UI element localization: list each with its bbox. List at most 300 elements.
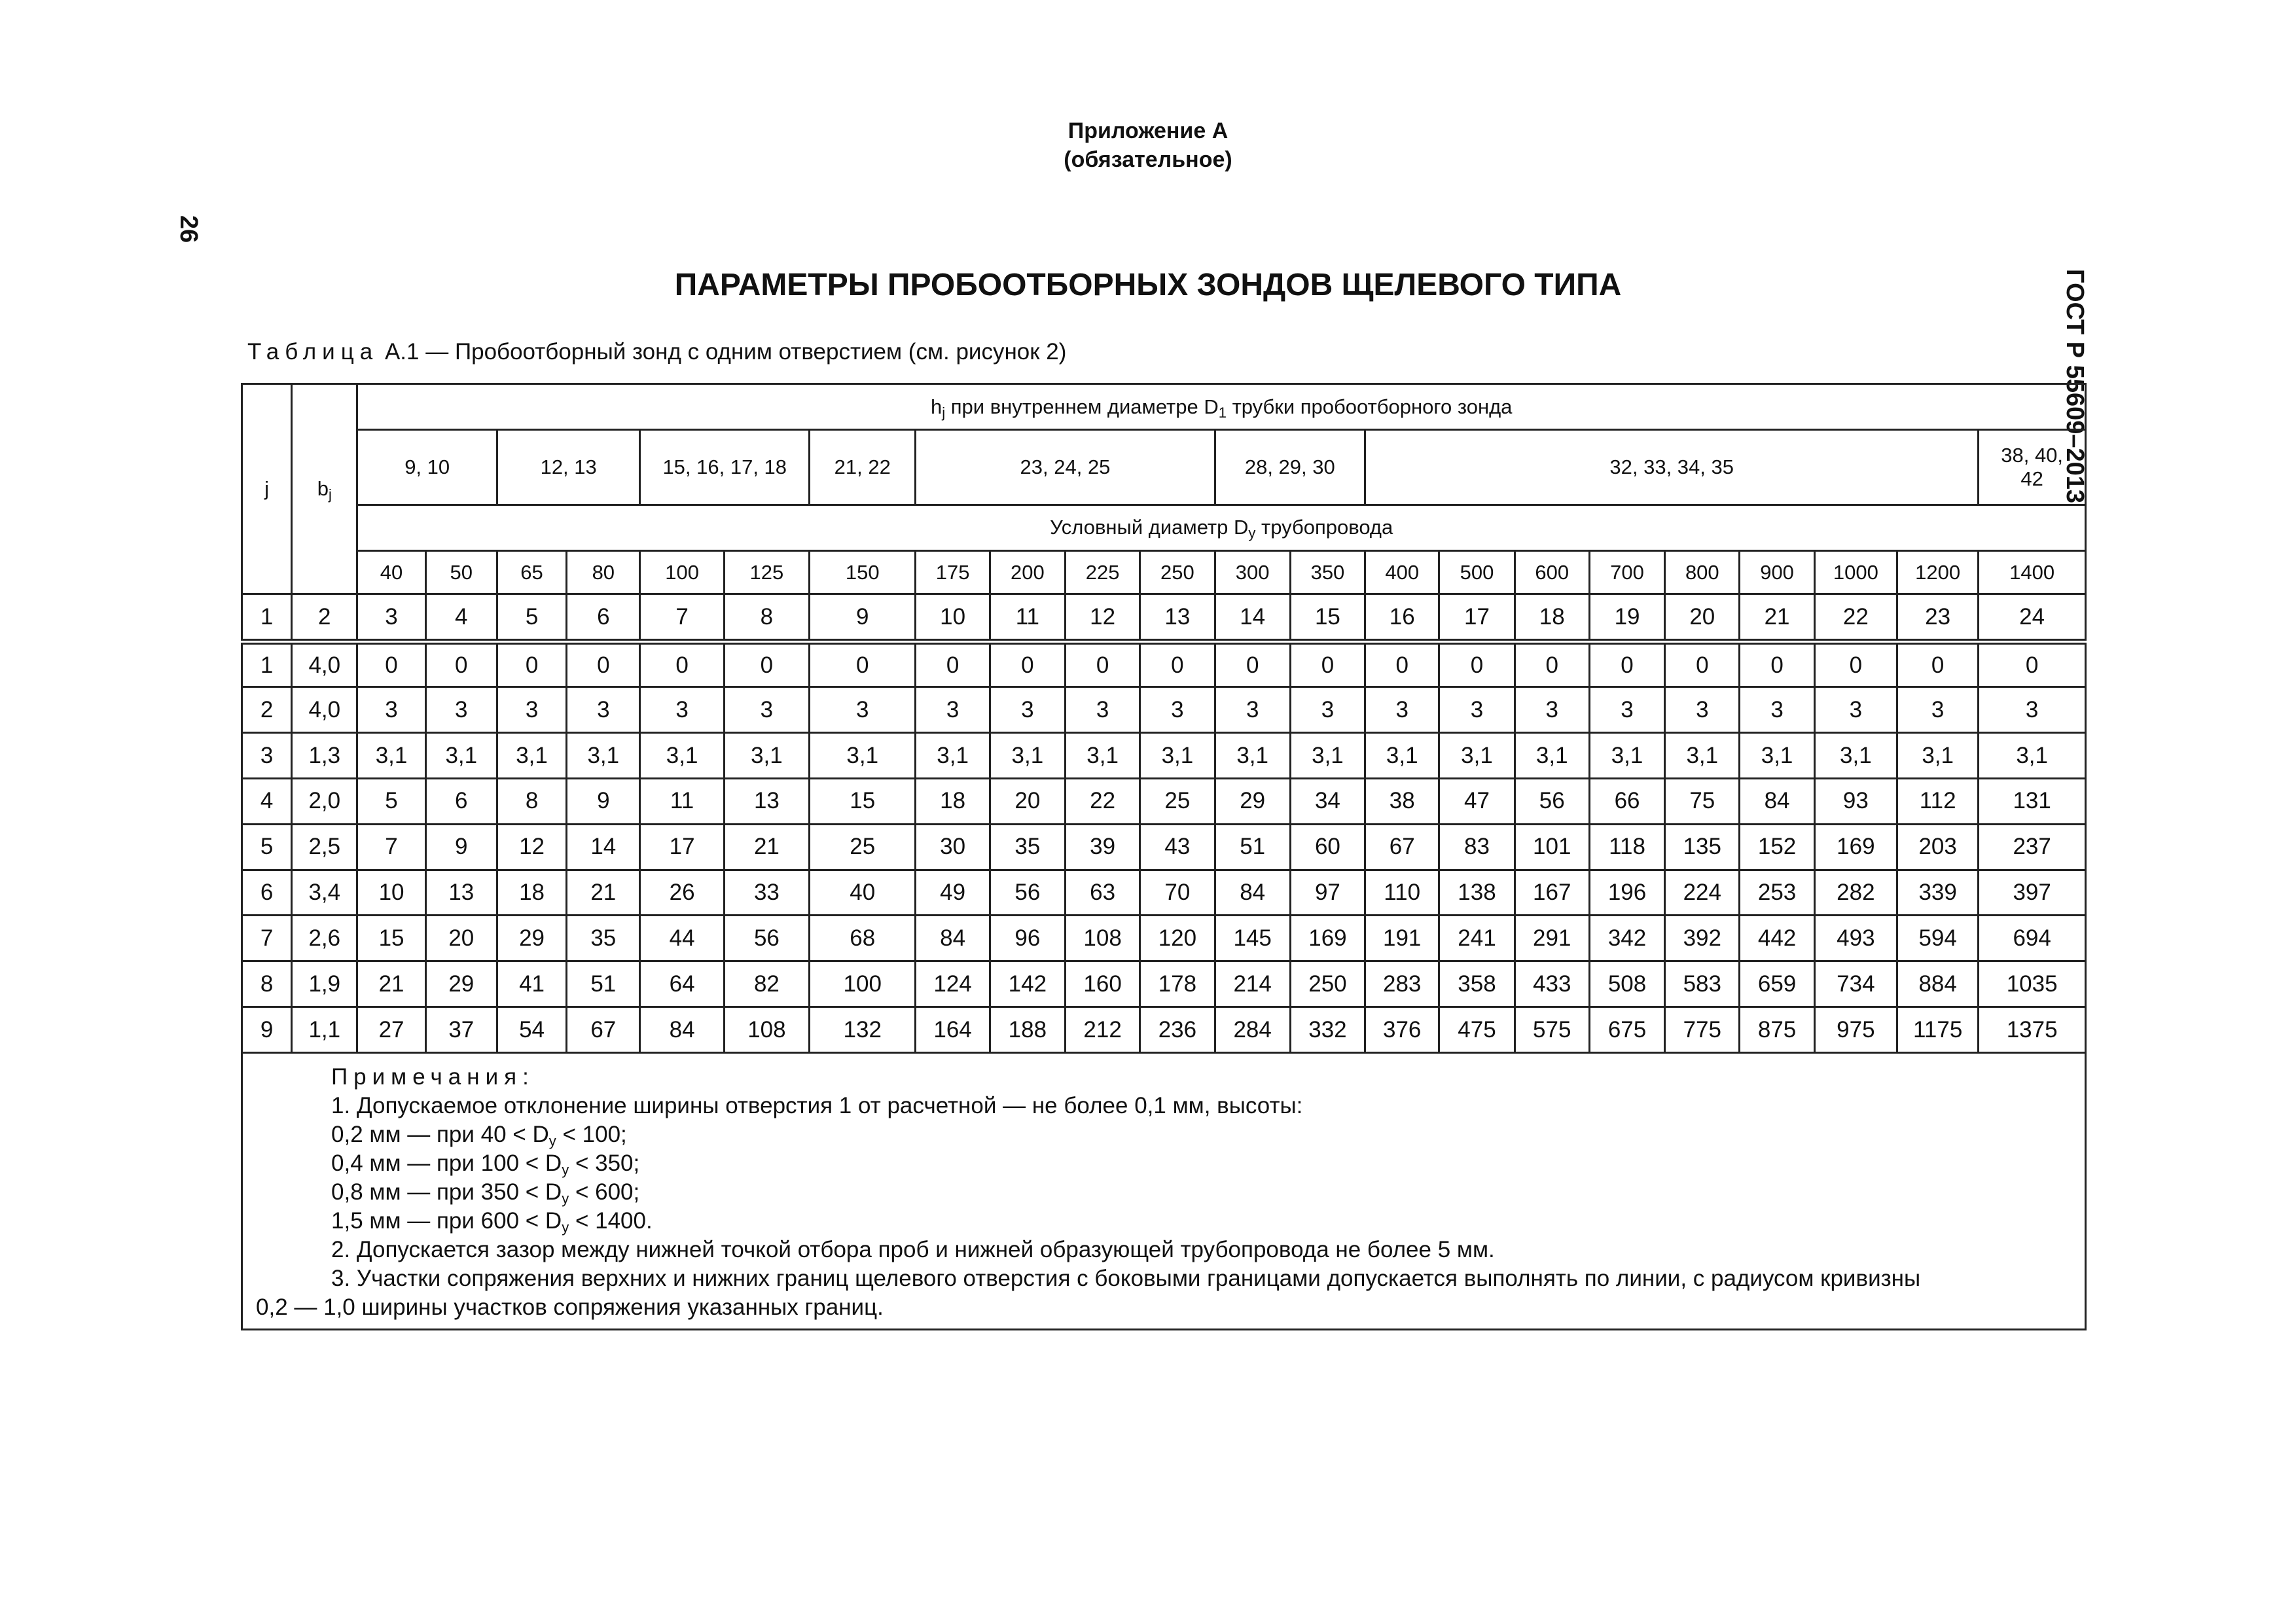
b-value-cell: 1,3 xyxy=(292,733,357,779)
h-value-cell: 191 xyxy=(1365,916,1439,961)
b-value-cell: 2,6 xyxy=(292,916,357,961)
h-value-cell: 3 xyxy=(1515,687,1589,733)
h-value-cell: 169 xyxy=(1814,824,1897,870)
diam-group: 28, 29, 30 xyxy=(1215,430,1365,505)
dy-value-cell: 600 xyxy=(1515,551,1589,594)
h-value-cell: 14 xyxy=(567,824,640,870)
column-number-cell: 2 xyxy=(292,594,357,641)
h-value-cell: 35 xyxy=(990,824,1065,870)
dy-value-cell: 350 xyxy=(1290,551,1365,594)
header-b xyxy=(292,384,357,594)
dy-sub: у xyxy=(562,1162,569,1178)
dy-value-cell: 1400 xyxy=(1979,551,2086,594)
h-value-cell: 51 xyxy=(567,961,640,1007)
column-numbers-row xyxy=(242,594,2086,641)
h-value-cell: 169 xyxy=(1290,916,1365,961)
h-value-cell: 132 xyxy=(810,1007,916,1053)
h-value-cell: 56 xyxy=(990,870,1065,916)
h-value-cell: 3 xyxy=(1439,687,1515,733)
h-value-cell: 675 xyxy=(1589,1007,1664,1053)
column-number-cell: 6 xyxy=(567,594,640,641)
dy-value-cell: 100 xyxy=(640,551,724,594)
dy-value-cell: 500 xyxy=(1439,551,1515,594)
h-value-cell: 27 xyxy=(357,1007,425,1053)
table-body xyxy=(242,384,2086,1053)
h-value-cell: 118 xyxy=(1589,824,1664,870)
row-index-cell: 9 xyxy=(242,1007,292,1053)
table-row xyxy=(242,733,2086,779)
h-value-cell: 3 xyxy=(810,687,916,733)
h-value-cell: 67 xyxy=(567,1007,640,1053)
dy-value-cell: 225 xyxy=(1066,551,1140,594)
h-value-cell: 214 xyxy=(1215,961,1290,1007)
h-value-cell: 108 xyxy=(1066,916,1140,961)
h-value-cell: 237 xyxy=(1979,824,2086,870)
h-value-cell: 493 xyxy=(1814,916,1897,961)
dy-sub: у xyxy=(562,1219,569,1236)
h-value-cell: 9 xyxy=(425,824,497,870)
dy-value-cell: 1000 xyxy=(1814,551,1897,594)
h-value-cell: 124 xyxy=(916,961,990,1007)
h-value-cell: 3,1 xyxy=(357,733,425,779)
h-value-cell: 241 xyxy=(1439,916,1515,961)
header-b-sub: j xyxy=(328,486,332,503)
h-value-cell: 152 xyxy=(1740,824,1814,870)
h-value-cell: 0 xyxy=(1589,641,1664,687)
diam-group: 21, 22 xyxy=(810,430,916,505)
h-value-cell: 3 xyxy=(425,687,497,733)
h-value-cell: 56 xyxy=(724,916,809,961)
tolerance-4-pre: 1,5 мм — при 600 < D xyxy=(331,1208,562,1234)
table-row xyxy=(242,1007,2086,1053)
header-dy xyxy=(357,505,2086,550)
column-number-cell: 10 xyxy=(916,594,990,641)
h-value-cell: 3,1 xyxy=(1740,733,1814,779)
dy-sub: у xyxy=(548,1133,556,1149)
h-value-cell: 3 xyxy=(1140,687,1215,733)
h-value-cell: 694 xyxy=(1979,916,2086,961)
table-row xyxy=(242,779,2086,825)
h-value-cell: 70 xyxy=(1140,870,1215,916)
table-row xyxy=(242,961,2086,1007)
h-value-cell: 21 xyxy=(567,870,640,916)
annex-title: Приложение А xyxy=(1067,118,1229,143)
h-value-cell: 283 xyxy=(1365,961,1439,1007)
table-row xyxy=(242,824,2086,870)
h-value-cell: 83 xyxy=(1439,824,1515,870)
tolerance-4-post: < 1400. xyxy=(569,1208,653,1234)
h-value-cell: 167 xyxy=(1515,870,1589,916)
h-value-cell: 33 xyxy=(724,870,809,916)
h-value-cell: 5 xyxy=(357,779,425,825)
h-value-cell: 21 xyxy=(724,824,809,870)
h-value-cell: 3,1 xyxy=(1439,733,1515,779)
h-value-cell: 17 xyxy=(640,824,724,870)
diam-group: 12, 13 xyxy=(497,430,640,505)
h-value-cell: 3 xyxy=(1290,687,1365,733)
h-value-cell: 68 xyxy=(810,916,916,961)
h-value-cell: 10 xyxy=(357,870,425,916)
table-caption xyxy=(247,339,1066,365)
dy-value-cell: 50 xyxy=(425,551,497,594)
page-title: ПАРАМЕТРЫ ПРОБООТБОРНЫХ ЗОНДОВ ЩЕЛЕВОГО ТИПА xyxy=(674,268,1622,302)
tolerance-1-post: < 100; xyxy=(556,1122,627,1147)
h-value-cell: 8 xyxy=(497,779,566,825)
dy-sub: у xyxy=(562,1190,569,1207)
h-value-cell: 3 xyxy=(640,687,724,733)
h-value-cell: 93 xyxy=(1814,779,1897,825)
h-value-cell: 56 xyxy=(1515,779,1589,825)
h-value-cell: 21 xyxy=(357,961,425,1007)
column-number-cell: 9 xyxy=(810,594,916,641)
h-value-cell: 594 xyxy=(1897,916,1979,961)
h-value-cell: 188 xyxy=(990,1007,1065,1053)
h-value-cell: 47 xyxy=(1439,779,1515,825)
h-value-cell: 178 xyxy=(1140,961,1215,1007)
caption-word: Таблица xyxy=(247,339,379,365)
h-value-cell: 0 xyxy=(357,641,425,687)
row-index-cell: 7 xyxy=(242,916,292,961)
column-number-cell: 5 xyxy=(497,594,566,641)
h-value-cell: 3,1 xyxy=(990,733,1065,779)
h-value-cell: 575 xyxy=(1515,1007,1589,1053)
h-value-cell: 0 xyxy=(1140,641,1215,687)
standard-designation: ГОСТ Р 55609–2013 xyxy=(2061,268,2089,504)
dy-value-cell: 900 xyxy=(1740,551,1814,594)
h-value-cell: 3,1 xyxy=(1665,733,1740,779)
h-value-cell: 3 xyxy=(1740,687,1814,733)
h-value-cell: 0 xyxy=(1066,641,1140,687)
column-number-cell: 13 xyxy=(1140,594,1215,641)
header-h xyxy=(357,384,2086,430)
b-value-cell: 1,1 xyxy=(292,1007,357,1053)
column-number-cell: 12 xyxy=(1066,594,1140,641)
h-value-cell: 12 xyxy=(497,824,566,870)
h-value-cell: 97 xyxy=(1290,870,1365,916)
h-value-cell: 3,1 xyxy=(916,733,990,779)
h-value-cell: 135 xyxy=(1665,824,1740,870)
notes-heading: Примечания: xyxy=(331,1064,535,1090)
table-row xyxy=(242,641,2086,687)
h-value-cell: 101 xyxy=(1515,824,1589,870)
h-value-cell: 339 xyxy=(1897,870,1979,916)
h-value-cell: 34 xyxy=(1290,779,1365,825)
h-value-cell: 3 xyxy=(357,687,425,733)
h-value-cell: 236 xyxy=(1140,1007,1215,1053)
tolerance-2-post: < 350; xyxy=(569,1150,640,1176)
h-value-cell: 3,1 xyxy=(1814,733,1897,779)
h-value-cell: 583 xyxy=(1665,961,1740,1007)
data-table xyxy=(241,383,2087,1330)
column-number-cell: 15 xyxy=(1290,594,1365,641)
diam-group: 9, 10 xyxy=(357,430,497,505)
b-value-cell: 4,0 xyxy=(292,641,357,687)
header-h-sub2: 1 xyxy=(1218,404,1227,421)
h-value-cell: 9 xyxy=(567,779,640,825)
h-value-cell: 3 xyxy=(1979,687,2086,733)
column-number-cell: 3 xyxy=(357,594,425,641)
h-value-cell: 203 xyxy=(1897,824,1979,870)
row-index-cell: 6 xyxy=(242,870,292,916)
h-value-cell: 39 xyxy=(1066,824,1140,870)
column-number-cell: 11 xyxy=(990,594,1065,641)
h-value-cell: 3 xyxy=(724,687,809,733)
h-value-cell: 1375 xyxy=(1979,1007,2086,1053)
h-value-cell: 110 xyxy=(1365,870,1439,916)
h-value-cell: 13 xyxy=(425,870,497,916)
row-index-cell: 4 xyxy=(242,779,292,825)
dy-value-cell: 80 xyxy=(567,551,640,594)
h-value-cell: 67 xyxy=(1365,824,1439,870)
h-value-cell: 3,1 xyxy=(497,733,566,779)
h-value-cell: 35 xyxy=(567,916,640,961)
h-value-cell: 442 xyxy=(1740,916,1814,961)
h-value-cell: 84 xyxy=(1740,779,1814,825)
b-value-cell: 2,0 xyxy=(292,779,357,825)
column-number-cell: 1 xyxy=(242,594,292,641)
h-value-cell: 332 xyxy=(1290,1007,1365,1053)
h-value-cell: 84 xyxy=(640,1007,724,1053)
b-value-cell: 1,9 xyxy=(292,961,357,1007)
h-value-cell: 75 xyxy=(1665,779,1740,825)
h-value-cell: 3,1 xyxy=(810,733,916,779)
h-value-cell: 358 xyxy=(1439,961,1515,1007)
h-value-cell: 3,1 xyxy=(1066,733,1140,779)
note-2: 2. Допускается зазор между нижней точкой отбора проб и нижней образующей трубопровода не более 5 мм. xyxy=(331,1237,1495,1262)
h-value-cell: 15 xyxy=(810,779,916,825)
caption-text: А.1 — Пробоотборный зонд с одним отверстием (см. рисунок 2) xyxy=(378,339,1067,365)
h-value-cell: 3 xyxy=(1215,687,1290,733)
h-value-cell: 3 xyxy=(1066,687,1140,733)
dy-values-row xyxy=(242,551,2086,594)
column-number-cell: 16 xyxy=(1365,594,1439,641)
h-value-cell: 84 xyxy=(916,916,990,961)
tolerance-1 xyxy=(256,1120,2072,1149)
column-number-cell: 24 xyxy=(1979,594,2086,641)
h-value-cell: 0 xyxy=(425,641,497,687)
table-row xyxy=(242,687,2086,733)
row-index-cell: 5 xyxy=(242,824,292,870)
b-value-cell: 2,5 xyxy=(292,824,357,870)
h-value-cell: 3 xyxy=(1897,687,1979,733)
row-index-cell: 3 xyxy=(242,733,292,779)
h-value-cell: 282 xyxy=(1814,870,1897,916)
h-value-cell: 40 xyxy=(810,870,916,916)
h-value-cell: 60 xyxy=(1290,824,1365,870)
column-number-cell: 14 xyxy=(1215,594,1290,641)
dy-value-cell: 300 xyxy=(1215,551,1290,594)
column-number-cell: 20 xyxy=(1665,594,1740,641)
h-value-cell: 100 xyxy=(810,961,916,1007)
column-number-cell: 19 xyxy=(1589,594,1664,641)
h-value-cell: 508 xyxy=(1589,961,1664,1007)
h-value-cell: 145 xyxy=(1215,916,1290,961)
h-value-cell: 3,1 xyxy=(640,733,724,779)
h-value-cell: 3 xyxy=(1814,687,1897,733)
h-value-cell: 196 xyxy=(1589,870,1664,916)
h-value-cell: 37 xyxy=(425,1007,497,1053)
h-value-cell: 0 xyxy=(1290,641,1365,687)
h-value-cell: 0 xyxy=(1215,641,1290,687)
h-value-cell: 25 xyxy=(1140,779,1215,825)
header-h-suffix: трубки пробоотборного зонда xyxy=(1226,395,1513,418)
h-value-cell: 3,1 xyxy=(425,733,497,779)
header-dy-sub: у xyxy=(1248,525,1256,542)
h-value-cell: 884 xyxy=(1897,961,1979,1007)
h-value-cell: 284 xyxy=(1215,1007,1290,1053)
column-number-cell: 8 xyxy=(724,594,809,641)
h-value-cell: 0 xyxy=(1665,641,1740,687)
notes xyxy=(242,1053,2086,1330)
h-value-cell: 20 xyxy=(990,779,1065,825)
h-value-cell: 397 xyxy=(1979,870,2086,916)
h-value-cell: 3,1 xyxy=(724,733,809,779)
h-value-cell: 43 xyxy=(1140,824,1215,870)
dy-value-cell: 800 xyxy=(1665,551,1740,594)
h-value-cell: 0 xyxy=(724,641,809,687)
b-value-cell: 3,4 xyxy=(292,870,357,916)
dy-value-cell: 1200 xyxy=(1897,551,1979,594)
page-number: 26 xyxy=(175,215,202,243)
header-h-letter: h xyxy=(930,395,942,418)
h-value-cell: 96 xyxy=(990,916,1065,961)
h-value-cell: 120 xyxy=(1140,916,1215,961)
h-value-cell: 20 xyxy=(425,916,497,961)
tolerance-2 xyxy=(256,1149,2072,1178)
dy-value-cell: 40 xyxy=(357,551,425,594)
h-value-cell: 138 xyxy=(1439,870,1515,916)
header-h-sub: j xyxy=(942,404,946,421)
tolerance-1-pre: 0,2 мм — при 40 < D xyxy=(331,1122,549,1147)
h-value-cell: 659 xyxy=(1740,961,1814,1007)
dy-value-cell: 150 xyxy=(810,551,916,594)
header-b-letter: b xyxy=(317,477,329,501)
h-value-cell: 3 xyxy=(1665,687,1740,733)
h-value-cell: 29 xyxy=(497,916,566,961)
h-value-cell: 164 xyxy=(916,1007,990,1053)
note-3-line-2: 0,2 — 1,0 ширины участков сопряжения указанных границ. xyxy=(256,1294,884,1320)
h-value-cell: 250 xyxy=(1290,961,1365,1007)
h-value-cell: 82 xyxy=(724,961,809,1007)
column-number-cell: 23 xyxy=(1897,594,1979,641)
annex-heading xyxy=(0,116,2296,174)
row-index-cell: 8 xyxy=(242,961,292,1007)
dy-value-cell: 700 xyxy=(1589,551,1664,594)
b-value-cell: 4,0 xyxy=(292,687,357,733)
h-value-cell: 3 xyxy=(990,687,1065,733)
tolerance-2-pre: 0,4 мм — при 100 < D xyxy=(331,1150,562,1176)
h-value-cell: 875 xyxy=(1740,1007,1814,1053)
h-value-cell: 3,1 xyxy=(1979,733,2086,779)
h-value-cell: 3 xyxy=(1589,687,1664,733)
h-value-cell: 0 xyxy=(1439,641,1515,687)
h-value-cell: 475 xyxy=(1439,1007,1515,1053)
header-dy-suffix: трубопровода xyxy=(1255,516,1393,539)
diam-group: 38, 40, 42 xyxy=(1979,430,2086,505)
h-value-cell: 29 xyxy=(425,961,497,1007)
h-value-cell: 29 xyxy=(1215,779,1290,825)
note-1: 1. Допускаемое отклонение ширины отверстия 1 от расчетной — не более 0,1 мм, высоты: xyxy=(331,1093,1303,1118)
h-value-cell: 7 xyxy=(357,824,425,870)
h-value-cell: 734 xyxy=(1814,961,1897,1007)
header-h-mid: при внутреннем диаметре D xyxy=(945,395,1219,418)
tolerance-3-post: < 600; xyxy=(569,1179,640,1205)
h-value-cell: 51 xyxy=(1215,824,1290,870)
h-value-cell: 131 xyxy=(1979,779,2086,825)
h-value-cell: 3,1 xyxy=(567,733,640,779)
diam-group: 32, 33, 34, 35 xyxy=(1365,430,1979,505)
h-value-cell: 0 xyxy=(990,641,1065,687)
h-value-cell: 775 xyxy=(1665,1007,1740,1053)
column-number-cell: 4 xyxy=(425,594,497,641)
column-number-cell: 21 xyxy=(1740,594,1814,641)
h-value-cell: 3,1 xyxy=(1215,733,1290,779)
header-dy-prefix: Условный диаметр D xyxy=(1050,516,1249,539)
tolerance-3-pre: 0,8 мм — при 350 < D xyxy=(331,1179,562,1205)
h-value-cell: 212 xyxy=(1066,1007,1140,1053)
dy-value-cell: 250 xyxy=(1140,551,1215,594)
h-value-cell: 54 xyxy=(497,1007,566,1053)
h-value-cell: 3 xyxy=(916,687,990,733)
tolerance-4 xyxy=(256,1207,2072,1236)
h-value-cell: 433 xyxy=(1515,961,1589,1007)
h-value-cell: 112 xyxy=(1897,779,1979,825)
diam-group: 23, 24, 25 xyxy=(916,430,1215,505)
tolerance-3 xyxy=(256,1178,2072,1207)
column-number-cell: 17 xyxy=(1439,594,1515,641)
h-value-cell: 975 xyxy=(1814,1007,1897,1053)
h-value-cell: 0 xyxy=(640,641,724,687)
h-value-cell: 0 xyxy=(1740,641,1814,687)
row-index-cell: 1 xyxy=(242,641,292,687)
row-index-cell: 2 xyxy=(242,687,292,733)
h-value-cell: 0 xyxy=(1365,641,1439,687)
column-number-cell: 7 xyxy=(640,594,724,641)
h-value-cell: 0 xyxy=(1897,641,1979,687)
h-value-cell: 0 xyxy=(567,641,640,687)
h-value-cell: 3,1 xyxy=(1589,733,1664,779)
dy-value-cell: 175 xyxy=(916,551,990,594)
table-row xyxy=(242,870,2086,916)
note-3-line-1: 3. Участки сопряжения верхних и нижних границ щелевого отверстия с боковыми границами допускается выполнять по линии, с радиусом кривизны xyxy=(331,1266,1921,1291)
h-value-cell: 11 xyxy=(640,779,724,825)
h-value-cell: 66 xyxy=(1589,779,1664,825)
h-value-cell: 63 xyxy=(1066,870,1140,916)
h-value-cell: 44 xyxy=(640,916,724,961)
h-value-cell: 22 xyxy=(1066,779,1140,825)
h-value-cell: 392 xyxy=(1665,916,1740,961)
h-value-cell: 3,1 xyxy=(1365,733,1439,779)
h-value-cell: 49 xyxy=(916,870,990,916)
h-value-cell: 3,1 xyxy=(1515,733,1589,779)
h-value-cell: 3,1 xyxy=(1290,733,1365,779)
header-j: j xyxy=(242,384,292,594)
h-value-cell: 224 xyxy=(1665,870,1740,916)
h-value-cell: 0 xyxy=(1515,641,1589,687)
dy-value-cell: 125 xyxy=(724,551,809,594)
h-value-cell: 18 xyxy=(916,779,990,825)
h-value-cell: 253 xyxy=(1740,870,1814,916)
h-value-cell: 41 xyxy=(497,961,566,1007)
h-value-cell: 0 xyxy=(497,641,566,687)
h-value-cell: 84 xyxy=(1215,870,1290,916)
h-value-cell: 30 xyxy=(916,824,990,870)
h-value-cell: 0 xyxy=(1979,641,2086,687)
h-value-cell: 0 xyxy=(1814,641,1897,687)
dy-value-cell: 65 xyxy=(497,551,566,594)
h-value-cell: 25 xyxy=(810,824,916,870)
h-value-cell: 0 xyxy=(810,641,916,687)
